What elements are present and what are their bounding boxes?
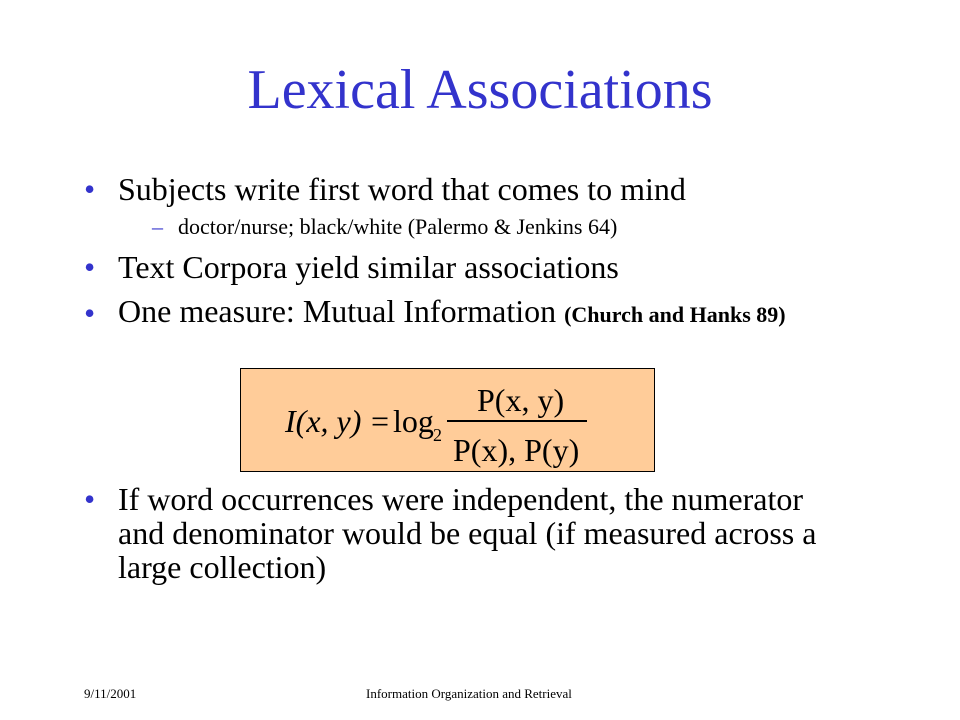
bullet-icon: • [84,295,96,331]
bullet-icon: • [84,171,96,207]
slide-title: Lexical Associations [247,59,713,121]
formula-denominator: P(x), P(y) [453,432,580,468]
footer-date: 9/11/2001 [84,686,137,701]
bullet-main-text: One measure: Mutual Information [118,293,565,329]
citation-text: (Church and Hanks 89) [564,302,786,327]
bullet-text [118,293,908,330]
footer-course: Information Organization and Retrieval [366,686,572,701]
bullet-text: Text Corpora yield similar associations [118,249,619,285]
formula-numerator: P(x, y) [477,382,565,418]
bullet-text: Subjects write first word that comes to mind [118,171,686,207]
formula-log: log [393,403,434,439]
formula-lhs: I(x, y) [285,403,362,439]
bullet-icon: • [84,481,96,517]
sub-bullet-text: doctor/nurse; black/white (Palermo & Jenkins 64) [178,214,618,239]
bullet-text: If word occurrences were independent, the numerator and denominator would be equal (if measured across a large collection) [118,481,817,585]
formula-equals: = [371,403,390,439]
mutual-information-formula [241,369,656,473]
bullet-icon: • [84,249,96,285]
formula-box [240,368,655,472]
formula-log-base: 2 [433,425,442,445]
dash-icon: – [152,214,163,239]
